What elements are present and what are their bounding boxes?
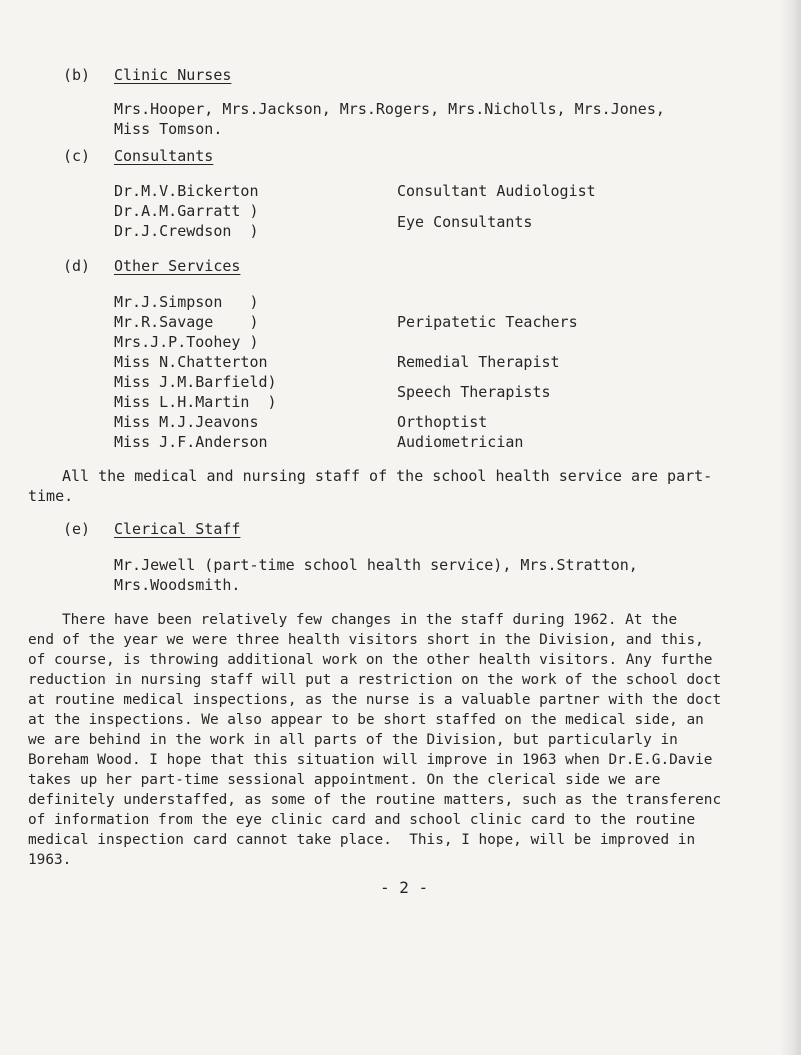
paragraph-line-10: definitely understaffed, as some of the routine matters, such as the transferenc xyxy=(28,792,722,808)
service-name-7: Miss M.J.Jeavons xyxy=(114,413,259,431)
paragraph-line-3: of course, is throwing additional work on the other health visitors. Any furthe xyxy=(28,652,713,668)
page-edge-shadow xyxy=(779,0,801,1055)
paragraph-line-2: end of the year we were three health visitors short in the Division, and this, xyxy=(28,632,704,648)
service-name-6: Miss L.H.Martin ) xyxy=(114,393,277,411)
consultant-name-1: Dr.M.V.Bickerton xyxy=(114,182,259,200)
consultant-role-2: Eye Consultants xyxy=(397,213,533,231)
paragraph-line-11: of information from the eye clinic card and school clinic card to the routine xyxy=(28,812,696,828)
service-name-3: Mrs.J.P.Toohey ) xyxy=(114,333,259,351)
section-b-letter: (b) xyxy=(63,66,91,84)
section-e-heading: Clerical Staff xyxy=(114,520,241,538)
part-time-note-line-2: time. xyxy=(28,487,74,505)
section-c-heading: Consultants xyxy=(114,147,214,165)
paragraph-line-12: medical inspection card cannot take place. This, I hope, will be improved in xyxy=(28,832,696,848)
paragraph-line-7: we are behind in the work in all parts of the Division, but particularly in xyxy=(28,732,678,748)
section-e-line-2: Mrs.Woodsmith. xyxy=(114,576,241,594)
service-role-3: Speech Therapists xyxy=(397,383,551,401)
section-b-line-2: Miss Tomson. xyxy=(114,120,223,138)
consultant-name-3: Dr.J.Crewdson ) xyxy=(114,222,259,240)
paragraph-line-1: There have been relatively few changes in the staff during 1962. At the xyxy=(62,612,678,628)
paragraph-line-6: at the inspections. We also appear to be short staffed on the medical side, an xyxy=(28,712,704,728)
paragraph-line-8: Boreham Wood. I hope that this situation will improve in 1963 when Dr.E.G.Davie xyxy=(28,752,713,768)
service-role-5: Audiometrician xyxy=(397,433,524,451)
part-time-note-line-1: All the medical and nursing staff of the school health service are part- xyxy=(62,467,713,485)
paragraph-line-5: at routine medical inspections, as the nurse is a valuable partner with the doct xyxy=(28,692,722,708)
section-e-letter: (e) xyxy=(63,520,91,538)
paragraph-line-9: takes up her part-time sessional appointment. On the clerical side we are xyxy=(28,772,661,788)
section-e-line-1: Mr.Jewell (part-time school health service), Mrs.Stratton, xyxy=(114,556,638,574)
section-b-line-1: Mrs.Hooper, Mrs.Jackson, Mrs.Rogers, Mrs.Nicholls, Mrs.Jones, xyxy=(114,100,665,118)
section-d-letter: (d) xyxy=(63,257,91,275)
consultant-role-1: Consultant Audiologist xyxy=(397,182,596,200)
service-name-5: Miss J.M.Barfield) xyxy=(114,373,277,391)
service-role-4: Orthoptist xyxy=(397,413,488,431)
service-role-1: Peripatetic Teachers xyxy=(397,313,578,331)
paragraph-line-13: 1963. xyxy=(28,852,72,868)
service-name-4: Miss N.Chatterton xyxy=(114,353,268,371)
paragraph-line-4: reduction in nursing staff will put a restriction on the work of the school doct xyxy=(28,672,722,688)
service-name-2: Mr.R.Savage ) xyxy=(114,313,259,331)
service-name-8: Miss J.F.Anderson xyxy=(114,433,268,451)
service-role-2: Remedial Therapist xyxy=(397,353,560,371)
service-name-1: Mr.J.Simpson ) xyxy=(114,293,259,311)
section-c-letter: (c) xyxy=(63,147,91,165)
section-d-heading: Other Services xyxy=(114,257,241,275)
consultant-name-2: Dr.A.M.Garratt ) xyxy=(114,202,259,220)
section-b-heading: Clinic Nurses xyxy=(114,66,232,84)
page-number: - 2 - xyxy=(380,878,429,897)
